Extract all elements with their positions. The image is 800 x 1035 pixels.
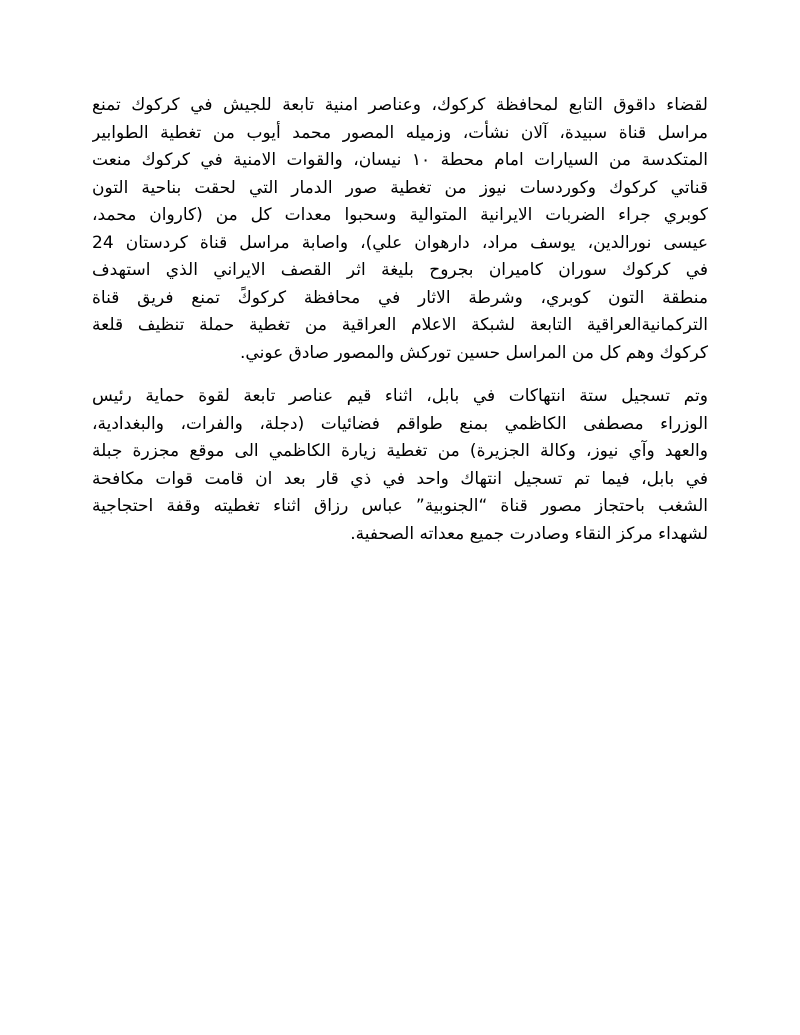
text-line: قناتي كركوك وكوردسات نيوز من تغطية صور الدمار التي لحقت بناحية التون — [92, 177, 708, 198]
text-line: وتم تسجيل ستة انتهاكات في بابل، اثناء قيم عناصر تابعة لقوة حماية رئيس — [92, 386, 708, 406]
text-line: كوبري جراء الضربات الايرانية المتوالية وسحبوا معدات كل من (كاروان محمد، — [92, 205, 708, 225]
text-line: المتكدسة من السيارات امام محطة ١٠ نيسان، والقوات الامنية في كركوك منعت — [92, 150, 708, 170]
text-line: في بابل، فيما تم تسجيل انتهاك واحد في ذي قار بعد ان قامت قوات مكافحة — [92, 468, 708, 489]
text-line: منطقة التون كوبري، وشرطة الاثار في محافظة كركوكً تمنع فريق قناة — [92, 287, 708, 308]
text-line: لشهداء مركز النقاء وصادرت جميع معداته الصحفية. — [350, 523, 708, 544]
text-line: عيسى نورالدين، يوسف مراد، دارهوان علي)، واصابة مراسل قناة كردستان 24 — [92, 232, 708, 253]
text-line: التركمانيةالعراقية التابعة لشبكة الاعلام العراقية من تغطية حملة تنظيف قلعة — [92, 315, 708, 335]
text-line: في كركوك سوران كاميران بجروح بليغة اثر القصف الايراني الذي استهدف — [92, 260, 708, 280]
text-line: كركوك وهم كل من المراسل حسين توركش والمصور صادق عوني. — [240, 342, 708, 363]
text-line: والعهد وآي نيوز، وكالة الجزيرة) من تغطية زيارة الكاظمي الى موقع مجزرة جبلة — [92, 441, 708, 461]
document-body — [92, 92, 708, 548]
text-line: الوزراء مصطفى الكاظمي بمنع طواقم فضائيات (دجلة، والفرات، والبغدادية، — [92, 413, 708, 434]
paragraph-babylon — [92, 383, 708, 548]
text-line: مراسل قناة سبيدة، آلان نشأت، وزميله المصور محمد أيوب من تغطية الطوابير — [92, 122, 708, 143]
text-line: لقضاء داقوق التابع لمحافظة كركوك، وعناصر امنية تابعة للجيش في كركوك تمنع — [92, 95, 708, 115]
text-line: الشغب باحتجاز مصور قناة “الجنوبية” عباس رزاق اثناء تغطيته وقفة احتجاجية — [92, 496, 708, 516]
paragraph-kirkuk — [92, 92, 708, 367]
